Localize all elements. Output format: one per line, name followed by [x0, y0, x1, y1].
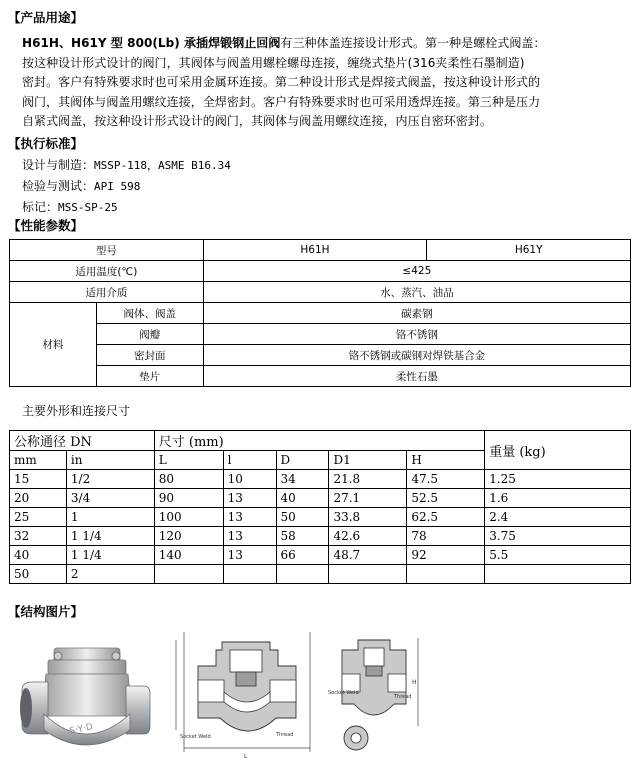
- usage-line-1: [22, 34, 634, 54]
- cell: 25: [10, 508, 67, 527]
- dim-h-label: H: [412, 679, 417, 686]
- size-label: 尺寸 (mm): [154, 431, 484, 451]
- weight-label: 重量 (kg): [485, 431, 631, 470]
- material-value: 铬不锈钢或碳钢对焊铁基合金: [203, 345, 630, 366]
- section-drawing-socket-weld: [172, 626, 320, 762]
- cell: 2.4: [485, 508, 631, 527]
- cell: 40: [276, 489, 329, 508]
- medium-label: 适用介质: [10, 282, 204, 303]
- usage-line-3: 密封。客户有特殊要求时也可采用金属环连接。第二种设计形式是焊接式阀盖，按这种设计形式的: [22, 75, 541, 89]
- table-row: [10, 366, 631, 387]
- temp-value: ≤425: [203, 261, 630, 282]
- material-part: 垫片: [96, 366, 203, 387]
- standard-mark: [22, 199, 118, 216]
- table-row: [10, 527, 631, 546]
- cell: 20: [10, 489, 67, 508]
- cell: [223, 565, 276, 584]
- usage-line-5: 自紧式阀盖，按这种设计形式设计的阀门，其阀体与阀盖用螺纹连接，内压自密环密封。: [22, 114, 492, 128]
- material-value: 铬不锈钢: [203, 324, 630, 345]
- cell: 13: [223, 546, 276, 565]
- standard-design-label: 设计与制造：: [22, 158, 95, 172]
- cell: 80: [154, 470, 223, 489]
- dim-l-label: L: [244, 753, 248, 760]
- cell: 10: [223, 470, 276, 489]
- cell: 50: [276, 508, 329, 527]
- standard-test-value: API 598: [94, 180, 141, 193]
- standard-test: [22, 178, 140, 195]
- cell: 50: [10, 565, 67, 584]
- section-title-standard: 【执行标准】: [8, 136, 84, 151]
- model-h61y: H61Y: [427, 240, 631, 261]
- dimensions-caption: 主要外形和连接尺寸: [22, 404, 131, 418]
- cell: 15: [10, 470, 67, 489]
- table-row: [10, 489, 631, 508]
- cell: 21.8: [329, 470, 407, 489]
- cell: 33.8: [329, 508, 407, 527]
- material-part: 阀瓣: [96, 324, 203, 345]
- cell: 1 1/4: [66, 546, 154, 565]
- table-row: [10, 261, 631, 282]
- cell: 1/2: [66, 470, 154, 489]
- unit-in: in: [66, 451, 154, 470]
- material-label: 材料: [10, 303, 97, 387]
- model-name: H61H、H61Y 型 800(Lb) 承插焊锻钢止回阀: [22, 36, 281, 50]
- material-part: 密封面: [96, 345, 203, 366]
- cell: 78: [407, 527, 485, 546]
- cell: 1.25: [485, 470, 631, 489]
- cell: [276, 565, 329, 584]
- unit-l-upper: L: [154, 451, 223, 470]
- cell: 100: [154, 508, 223, 527]
- cell: 47.5: [407, 470, 485, 489]
- material-part: 阀体、阀盖: [96, 303, 203, 324]
- cell: 40: [10, 546, 67, 565]
- cell: [329, 565, 407, 584]
- cell: 3.75: [485, 527, 631, 546]
- cell: 90: [154, 489, 223, 508]
- material-value: 碳素钢: [203, 303, 630, 324]
- cell: 42.6: [329, 527, 407, 546]
- cell: 3/4: [66, 489, 154, 508]
- standard-mark-value: MSS-SP-25: [58, 201, 118, 214]
- cell: 27.1: [329, 489, 407, 508]
- table-row: [10, 470, 631, 489]
- performance-table: [9, 239, 631, 387]
- table-row: [10, 431, 631, 451]
- dimensions-table: [9, 430, 631, 584]
- unit-l-lower: l: [223, 451, 276, 470]
- usage-line-4: 阀门，其阀体与阀盖用螺纹连接，全焊密封。客户有特殊要求时也可采用透焊连接。第三种是压力: [22, 94, 541, 109]
- cell: 66: [276, 546, 329, 565]
- material-value: 柔性石墨: [203, 366, 630, 387]
- cell: 120: [154, 527, 223, 546]
- unit-d: D: [276, 451, 329, 470]
- cell: 13: [223, 527, 276, 546]
- standard-mark-label: 标记：: [22, 200, 59, 214]
- section-drawing-threaded: [328, 634, 423, 760]
- cell: 32: [10, 527, 67, 546]
- cell: [154, 565, 223, 584]
- cell: 1 1/4: [66, 527, 154, 546]
- section-title-performance: 【性能参数】: [8, 218, 84, 233]
- table-row: [10, 565, 631, 584]
- dn-label: 公称通径 DN: [10, 431, 155, 451]
- cell: [407, 565, 485, 584]
- model-h61h: H61H: [203, 240, 427, 261]
- label-socket-weld-2: Socket Weld: [328, 690, 359, 696]
- usage-line-2: 按这种设计形式设计的阀门，其阀体与阀盖用螺栓螺母连接，缠绕式垫片(316夹柔性石墨制造): [22, 55, 525, 70]
- cell: 52.5: [407, 489, 485, 508]
- table-row: [10, 240, 631, 261]
- cell: 92: [407, 546, 485, 565]
- section-title-usage: 【产品用途】: [8, 10, 84, 25]
- cell: 13: [223, 508, 276, 527]
- table-row: [10, 345, 631, 366]
- table-row: [10, 282, 631, 303]
- unit-mm: mm: [10, 451, 67, 470]
- cell: [485, 565, 631, 584]
- temp-label: 适用温度(℃): [10, 261, 204, 282]
- cell: 48.7: [329, 546, 407, 565]
- cell: 5.5: [485, 546, 631, 565]
- section-title-photos: 【结构图片】: [8, 604, 84, 619]
- unit-d1: D1: [329, 451, 407, 470]
- cell: 1: [66, 508, 154, 527]
- cell: 58: [276, 527, 329, 546]
- label-socket-weld: Socket Weld: [180, 734, 211, 740]
- standard-design-value: MSSP-118，ASME B16.34: [94, 159, 231, 172]
- standard-test-label: 检验与测试：: [22, 179, 95, 193]
- model-header: 型号: [10, 240, 204, 261]
- table-row: [10, 303, 631, 324]
- cell: 62.5: [407, 508, 485, 527]
- cell: 34: [276, 470, 329, 489]
- label-thread: Thread: [276, 732, 294, 738]
- cell: 2: [66, 565, 154, 584]
- valve-photo: [18, 630, 153, 760]
- label-thread-2: Thread: [394, 694, 412, 700]
- cell: 140: [154, 546, 223, 565]
- cell: 13: [223, 489, 276, 508]
- standard-design: [22, 157, 231, 174]
- table-row: [10, 508, 631, 527]
- svg-text:S·Y·D: S·Y·D: [68, 722, 94, 737]
- unit-h: H: [407, 451, 485, 470]
- medium-value: 水、蒸汽、油品: [203, 282, 630, 303]
- table-row: [10, 546, 631, 565]
- usage-line-1-rest: 有三种体盖连接设计形式。第一种是螺栓式阀盖：: [280, 36, 546, 50]
- table-row: [10, 324, 631, 345]
- cell: 1.6: [485, 489, 631, 508]
- usage-paragraph: [22, 34, 634, 132]
